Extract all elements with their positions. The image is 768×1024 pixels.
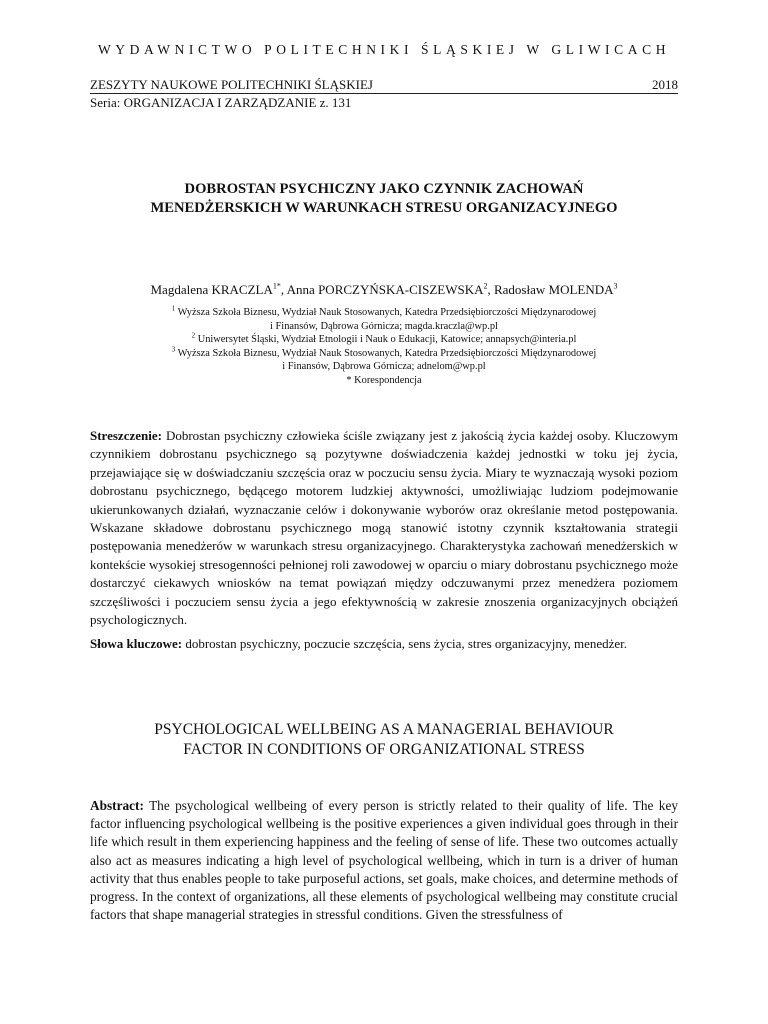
- author-list: [0, 282, 768, 298]
- keywords-polish: [90, 635, 678, 653]
- abstract-pl-text: Dobrostan psychiczny człowieka ściśle związany jest z jakością życia każdej osoby. Kluczowym czynnikiem dobrostanu psychicznego są pozytywne doświadczenia każdej jednostki w toku jej życia, przejawiające się w doświadczaniu szczęścia oraz w poczuciu sensu życia. Miary te wyznaczają wysoki poziom dobrostanu psychicznego, będącego motorem ludzkiej aktywności, umożliwiając ludziom podejmowanie ukierunkowanych działań, wyznaczanie celów i dokonywanie wyborów oraz określanie metod postępowania. Wskazane składowe dobrostanu psychicznego mogą stanowić istotny czynnik kształtowania strategii postępowania menedżerów w warunkach stresu organizacyjnego. Charakterystyka zachowań menedżerskich w kontekście wysokiej stresogenności pełnionej roli zawodowej w oparciu o miary dobrostanu psychicznego może dostarczyć ciekawych wniosków na temat powiązań między odczuwanymi przez menedżera poziomem szczęśliwości i poczuciem sensu życia a jego efektywnością w zakresie znoszenia organizacyjnych obciążeń psychologicznych.: [90, 428, 678, 628]
- title-pl-line-1: DOBROSTAN PSYCHICZNY JAKO CZYNNIK ZACHOWAŃ: [184, 181, 584, 197]
- title-pl-line-2: MENEDŻERSKICH W WARUNKACH STRESU ORGANIZACYJNEGO: [150, 200, 618, 216]
- abstract-en-label: Abstract:: [90, 798, 144, 813]
- title-en-line-2: FACTOR IN CONDITIONS OF ORGANIZATIONAL STRESS: [183, 741, 585, 758]
- paper-title-english: [90, 720, 678, 760]
- journal-year: 2018: [652, 77, 678, 92]
- author-name: Magdalena KRACZLA: [150, 282, 273, 297]
- affiliation-2: [90, 333, 678, 347]
- keywords-pl-label: Słowa kluczowe:: [90, 636, 183, 651]
- author-separator: ,: [487, 282, 494, 297]
- author-affil-mark: 3: [613, 281, 618, 291]
- affiliation-1-line-1: [90, 306, 678, 320]
- series-info: Seria: ORGANIZACJA I ZARZĄDZANIE z. 131: [90, 95, 352, 110]
- author-2: [287, 282, 494, 297]
- title-en-line-1: PSYCHOLOGICAL WELLBEING AS A MANAGERIAL BEHAVIOUR: [154, 721, 614, 738]
- abstract-pl-label: Streszczenie:: [90, 428, 162, 443]
- author-1: [150, 282, 286, 297]
- author-affil-mark: 2: [483, 281, 488, 291]
- affiliation-text: Uniwersytet Śląski, Wydział Etnologii i Nauk o Edukacji, Katowice; annapsych@interia.pl: [197, 334, 577, 345]
- author-name: Anna PORCZYŃSKA-CISZEWSKA: [286, 282, 484, 297]
- journal-name: ZESZYTY NAUKOWE POLITECHNIKI ŚLĄSKIEJ: [90, 77, 373, 92]
- affiliation-3-line-1: [90, 347, 678, 361]
- paper-title-polish: [90, 180, 678, 218]
- affiliation-number: 2: [191, 331, 196, 340]
- affiliation-number: 1: [171, 304, 176, 313]
- abstract-en-text: The psychological wellbeing of every person is strictly related to their quality of life. The key factor influencing psychological wellbeing is the positive experiences a given individual goes through in their life which result in them experiencing happiness and the feeling of sense of life. These two outcomes actually also act as measures indicating a high level of psychological wellbeing, which in turn is a driver of human activity that thus enables people to take purposeful actions, set goals, make choices, and determine methods of progress. In the context of organizations, all these elements of psychological wellbeing may constitute crucial factors that shape managerial strategies in stressful conditions. Given the stressfulness of: [90, 798, 678, 923]
- author-name: Radosław MOLENDA: [493, 282, 614, 297]
- affiliation-1-line-2: i Finansów, Dąbrowa Górnicza; magda.kraczla@wp.pl: [270, 320, 498, 332]
- author-affil-mark: 1*: [272, 281, 281, 291]
- abstract-polish: [90, 427, 678, 629]
- author-separator: ,: [280, 282, 287, 297]
- affiliation-number: 3: [171, 345, 176, 354]
- author-3: [494, 282, 618, 297]
- affiliation-text: Wyższa Szkoła Biznesu, Wydział Nauk Stosowanych, Katedra Przedsiębiorczości Międzynarodowej: [177, 307, 597, 318]
- affiliations: [90, 306, 678, 387]
- header-divider: [90, 93, 678, 94]
- abstract-english: [90, 797, 678, 924]
- journal-header: [90, 77, 678, 93]
- affiliation-3-line-2: i Finansów, Dąbrowa Górnicza; adnelom@wp.pl: [282, 361, 486, 372]
- correspondence-note: * Korespondencja: [346, 374, 422, 386]
- affiliation-text: Wyższa Szkoła Biznesu, Wydział Nauk Stosowanych, Katedra Przedsiębiorczości Międzynarodowej: [177, 347, 597, 359]
- publisher-name: WYDAWNICTWO POLITECHNIKI ŚLĄSKIEJ W GLIWICACH: [97, 42, 671, 57]
- keywords-pl-text: dobrostan psychiczny, poczucie szczęścia, sens życia, stres organizacyjny, menedżer.: [185, 636, 628, 651]
